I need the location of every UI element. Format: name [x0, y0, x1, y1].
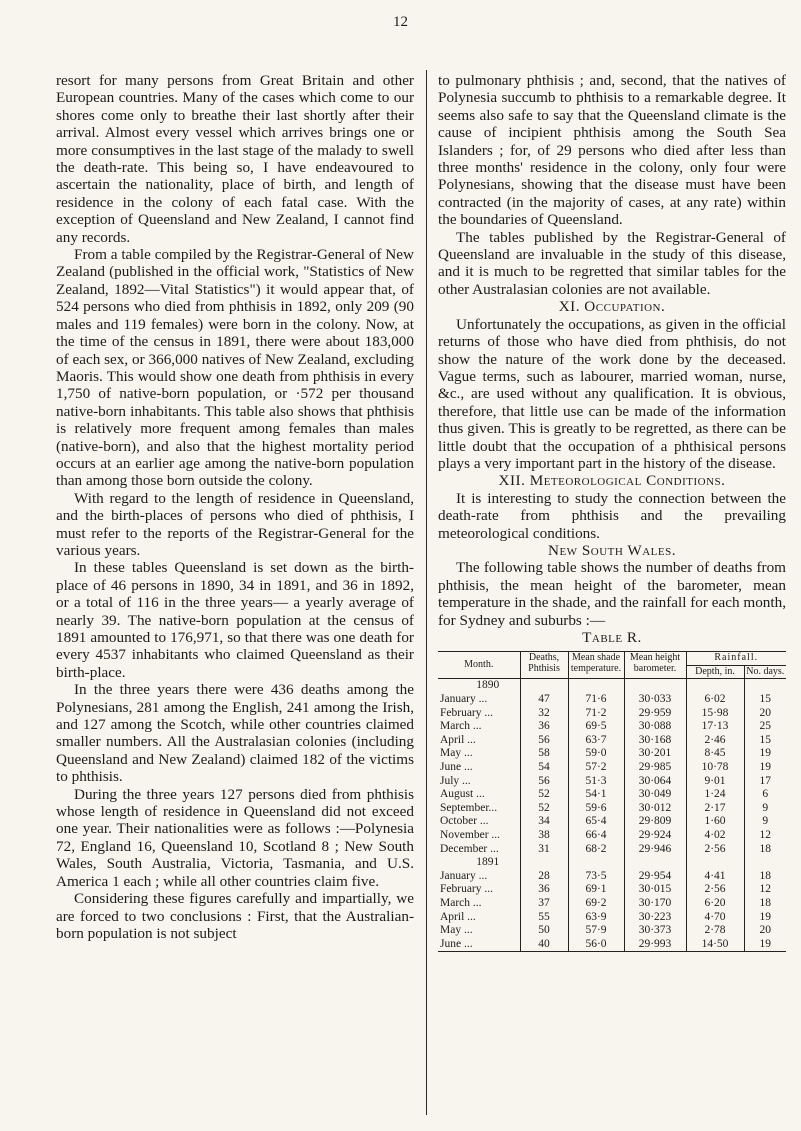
- rain-depth-cell: 2·56: [686, 883, 744, 897]
- table-row: [438, 870, 786, 884]
- rain-days-cell: 20: [744, 924, 786, 938]
- paragraph: During the three years 127 persons died from phthisis whose length of residence in Queensland did not exceed one year. Their nationalities were as follows :—Polynesia 72, England 16, Queensland 10, Scotland 8 ; New South Wales, South Australia, Victoria, Tasmania, and U.S. America 1 each ; while all other countries claim five.: [56, 785, 414, 890]
- barometer-cell: 30·088: [624, 720, 686, 734]
- rain-days-cell: 19: [744, 938, 786, 952]
- barometer-cell: 29·985: [624, 761, 686, 775]
- month-cell: October ...: [440, 815, 489, 828]
- page-number: 12: [393, 14, 408, 30]
- deaths-cell: 56: [520, 775, 568, 789]
- deaths-cell: 55: [520, 911, 568, 925]
- deaths-cell: 56: [520, 734, 568, 748]
- rain-days-cell: 6: [744, 788, 786, 802]
- right-column: [438, 72, 786, 952]
- rain-depth-cell: 2·78: [686, 924, 744, 938]
- rain-depth-cell: 2·17: [686, 802, 744, 816]
- table-row: [438, 802, 786, 816]
- rain-days-cell: 19: [744, 911, 786, 925]
- paragraph: The following table shows the number of deaths from phthisis, the mean height of the barometer, mean temperature in the shade, and the rainfall for each month, for Sydney and suburbs :—: [438, 559, 786, 629]
- rain-depth-cell: 6·02: [686, 693, 744, 707]
- temperature-cell: 57·9: [568, 924, 624, 938]
- deaths-cell: 54: [520, 761, 568, 775]
- paragraph: Unfortunately the occupations, as given in the official returns of those who have died from phthisis, do not show the nature of the work done by the deceased. Vague terms, such as labourer, married woman, nurse, &c., are used without any qualification. It is obvious, therefore, that little use can be made of the information thus given. This is greatly to be regretted, as there can be little doubt that the occupation of a phthisical persons plays a very important part in the history of the disease.: [438, 315, 786, 472]
- paragraph: Considering these figures carefully and impartially, we are forced to two conclusions : First, that the Australian-born population is not subject: [56, 890, 414, 942]
- table-row: [438, 720, 786, 734]
- table-body: [438, 679, 786, 952]
- month-cell: June ...: [438, 938, 520, 952]
- deaths-cell: 36: [520, 720, 568, 734]
- temperature-cell: 57·2: [568, 761, 624, 775]
- empty-cell: [686, 856, 744, 870]
- empty-cell: [744, 856, 786, 870]
- barometer-cell: 30·373: [624, 924, 686, 938]
- paragraph: The tables published by the Registrar-General of Queensland are invaluable in the study of this disease, and it is much to be regretted that similar tables for the other Australasian colonies are not available.: [438, 228, 786, 298]
- rain-days-cell: 19: [744, 761, 786, 775]
- header-month: Month.: [438, 652, 520, 679]
- rain-days-cell: 12: [744, 883, 786, 897]
- deaths-cell: 52: [520, 802, 568, 816]
- paragraph: With regard to the length of residence in Queensland, and the birth-places of persons who died of phthisis, I must refer to the reports of the Registrar-General for the various years.: [56, 489, 414, 559]
- rain-days-cell: 9: [744, 802, 786, 816]
- temperature-cell: 59·0: [568, 747, 624, 761]
- barometer-cell: 29·924: [624, 829, 686, 843]
- temperature-cell: 66·4: [568, 829, 624, 843]
- temperature-cell: 59·6: [568, 802, 624, 816]
- table-row: [438, 829, 786, 843]
- rain-days-cell: 12: [744, 829, 786, 843]
- section-heading-meteorological: XII. Meteorological Conditions.: [498, 472, 726, 490]
- header-deaths: Deaths, Phthisis: [520, 652, 568, 679]
- empty-cell: [520, 856, 568, 870]
- header-temperature: Mean shade temperature.: [568, 652, 624, 679]
- deaths-cell: 31: [520, 843, 568, 857]
- temperature-cell: 51·3: [568, 775, 624, 789]
- month-cell: July ...: [440, 774, 471, 787]
- paragraph: In these tables Queensland is set down as the birth-place of 46 persons in 1890, 34 in 1891, and 36 in 1892, or a total of 116 in the three years— a yearly average of nearly 39. The native-born population at the census of 1891 amounted to 176,971, so that there was one death for every 4537 inhabitants who claimed Queensland as their birth-place.: [56, 559, 414, 681]
- table-row: [438, 747, 786, 761]
- temperature-cell: 73·5: [568, 870, 624, 884]
- month-cell: May ...: [440, 924, 473, 937]
- temperature-cell: 71·6: [568, 693, 624, 707]
- deaths-cell: 58: [520, 747, 568, 761]
- rain-days-cell: 18: [744, 897, 786, 911]
- empty-cell: [568, 679, 624, 693]
- rain-depth-cell: 10·78: [686, 761, 744, 775]
- rain-depth-cell: 4·41: [686, 870, 744, 884]
- paragraph: From a table compiled by the Registrar-General of New Zealand (published in the official work, "Statistics of New Zealand, 1892—Vital Statistics") it would appear that, of 524 persons who died from phthisis in 1892, only 209 (90 males and 119 females) were born in the colony. Now, at the time of the census in 1891, there were about 183,000 of each sex, or 366,000 natives of New Zealand, excluding Maoris. This would show one death from phthisis in every 1,750 of native-born population, or ·572 per thousand native-born inhabitants. This table also shows that phthisis is relatively more frequent among females than males (native-born), and also that the highest mortality period occurs at an earlier age among the native-born population than among those born outside the colony.: [56, 246, 414, 490]
- rain-depth-cell: 2·46: [686, 734, 744, 748]
- deaths-cell: 52: [520, 788, 568, 802]
- rain-depth-cell: 9·01: [686, 775, 744, 789]
- rain-depth-cell: 2·56: [686, 843, 744, 857]
- paragraph: resort for many persons from Great Britain and other European countries. Many of the cases which come to our shores come only to breathe their last shortly after their arrival. Almost every vessel which arrives brings one or more consumptives in the last stage of the malady to swell the death-rate. This being so, I have endeavoured to ascertain the nationality, place of birth, and length of residence in the colony of each fatal case. With the exception of Queensland and New Zealand, I cannot find any records.: [56, 72, 414, 246]
- rain-depth-cell: 15·98: [686, 707, 744, 721]
- month-cell: January ...: [440, 869, 488, 882]
- barometer-cell: 30·170: [624, 897, 686, 911]
- rain-days-cell: 15: [744, 693, 786, 707]
- barometer-cell: 29·954: [624, 870, 686, 884]
- header-barometer: Mean height barometer.: [624, 652, 686, 679]
- header-days: No. days.: [744, 665, 786, 679]
- rain-days-cell: 18: [744, 843, 786, 857]
- data-table: [438, 651, 786, 952]
- month-cell: April ...: [440, 910, 476, 923]
- rain-days-cell: 25: [744, 720, 786, 734]
- paragraph: It is interesting to study the connection between the death-rate from phthisis and the prevailing meteorological conditions.: [438, 489, 786, 542]
- left-column: [56, 72, 414, 942]
- rain-depth-cell: 1·60: [686, 815, 744, 829]
- header-rainfall: Rainfall.: [686, 652, 786, 666]
- table-row: [438, 924, 786, 938]
- deaths-cell: 28: [520, 870, 568, 884]
- year-label: 1890: [476, 679, 500, 692]
- barometer-cell: 29·946: [624, 843, 686, 857]
- rain-days-cell: 17: [744, 775, 786, 789]
- temperature-cell: 54·1: [568, 788, 624, 802]
- barometer-cell: 30·015: [624, 883, 686, 897]
- month-cell: January ...: [440, 693, 488, 705]
- table-row: [438, 788, 786, 802]
- table-year-row: [438, 679, 786, 693]
- empty-cell: [744, 679, 786, 693]
- rain-depth-cell: 6·20: [686, 897, 744, 911]
- rain-depth-cell: 4·02: [686, 829, 744, 843]
- month-cell: June ...: [440, 760, 473, 773]
- rain-depth-cell: 1·24: [686, 788, 744, 802]
- deaths-cell: 47: [520, 693, 568, 707]
- barometer-cell: 29·959: [624, 707, 686, 721]
- rain-days-cell: 15: [744, 734, 786, 748]
- month-cell: February ...: [440, 883, 494, 896]
- year-label: 1891: [476, 856, 500, 869]
- barometer-cell: 30·201: [624, 747, 686, 761]
- table-year-row: [438, 856, 786, 870]
- month-cell: November ...: [440, 828, 501, 841]
- temperature-cell: 56·0: [568, 938, 624, 952]
- barometer-cell: 30·033: [624, 693, 686, 707]
- empty-cell: [686, 679, 744, 693]
- barometer-cell: 30·223: [624, 911, 686, 925]
- table-row: [438, 911, 786, 925]
- month-cell: September...: [440, 801, 498, 814]
- table-row: [438, 883, 786, 897]
- empty-cell: [520, 679, 568, 693]
- temperature-cell: 63·9: [568, 911, 624, 925]
- section-heading-occupation: XI. Occupation.: [558, 298, 666, 316]
- barometer-cell: 29·993: [624, 938, 686, 952]
- rain-depth-cell: 17·13: [686, 720, 744, 734]
- month-cell: December ...: [440, 842, 499, 855]
- temperature-cell: 65·4: [568, 815, 624, 829]
- subsection-heading-nsw: New South Wales.: [547, 541, 677, 559]
- barometer-cell: 30·012: [624, 802, 686, 816]
- rain-days-cell: 19: [744, 747, 786, 761]
- temperature-cell: 68·2: [568, 843, 624, 857]
- empty-cell: [624, 679, 686, 693]
- rain-days-cell: 18: [744, 870, 786, 884]
- temperature-cell: 63·7: [568, 734, 624, 748]
- empty-cell: [624, 856, 686, 870]
- month-cell: April ...: [440, 733, 476, 746]
- deaths-cell: 38: [520, 829, 568, 843]
- month-cell: August ...: [440, 788, 485, 801]
- rain-depth-cell: 14·50: [686, 938, 744, 952]
- table-row: [438, 707, 786, 721]
- rain-depth-cell: 8·45: [686, 747, 744, 761]
- deaths-cell: 50: [520, 924, 568, 938]
- table-row: [438, 843, 786, 857]
- rain-depth-cell: 4·70: [686, 911, 744, 925]
- temperature-cell: 69·2: [568, 897, 624, 911]
- month-cell: March ...: [440, 896, 482, 909]
- table-row: [438, 938, 786, 952]
- empty-cell: [568, 856, 624, 870]
- barometer-cell: 30·049: [624, 788, 686, 802]
- deaths-cell: 34: [520, 815, 568, 829]
- temperature-cell: 71·2: [568, 707, 624, 721]
- deaths-cell: 40: [520, 938, 568, 952]
- table-row: [438, 815, 786, 829]
- deaths-cell: 37: [520, 897, 568, 911]
- paragraph: In the three years there were 436 deaths among the Polynesians, 281 among the English, 241 among the Irish, and 127 among the Scotch, while other countries claimed smaller numbers. All the Australasian colonies (including Queensland and New Zealand) claimed 182 of the victims to phthisis.: [56, 681, 414, 786]
- temperature-cell: 69·1: [568, 883, 624, 897]
- deaths-cell: 36: [520, 883, 568, 897]
- table-row: [438, 761, 786, 775]
- table-row: [438, 897, 786, 911]
- table-row: [438, 775, 786, 789]
- paragraph: to pulmonary phthisis ; and, second, that the natives of Polynesia succumb to phthisis to a remarkable degree. It seems also safe to say that the Queensland climate is the cause of incipient phthisis among the South Sea Islanders ; for, of 29 persons who died after less than three months' residence in the colony, only four were Polynesians, showing that the disease must have been contracted (in the majority of cases, at any rate) within the boundaries of Queensland.: [438, 72, 786, 229]
- header-depth: Depth, in.: [686, 665, 744, 679]
- month-cell: February ...: [440, 706, 494, 719]
- rain-days-cell: 20: [744, 707, 786, 721]
- month-cell: May ...: [440, 747, 473, 760]
- temperature-cell: 69·5: [568, 720, 624, 734]
- table-title: Table R.: [582, 629, 642, 646]
- barometer-cell: 30·064: [624, 775, 686, 789]
- rain-days-cell: 9: [744, 815, 786, 829]
- table-row: [438, 693, 786, 707]
- table-row: [438, 734, 786, 748]
- barometer-cell: 29·809: [624, 815, 686, 829]
- barometer-cell: 30·168: [624, 734, 686, 748]
- column-divider: [426, 70, 427, 1115]
- month-cell: March ...: [440, 720, 482, 733]
- deaths-cell: 32: [520, 707, 568, 721]
